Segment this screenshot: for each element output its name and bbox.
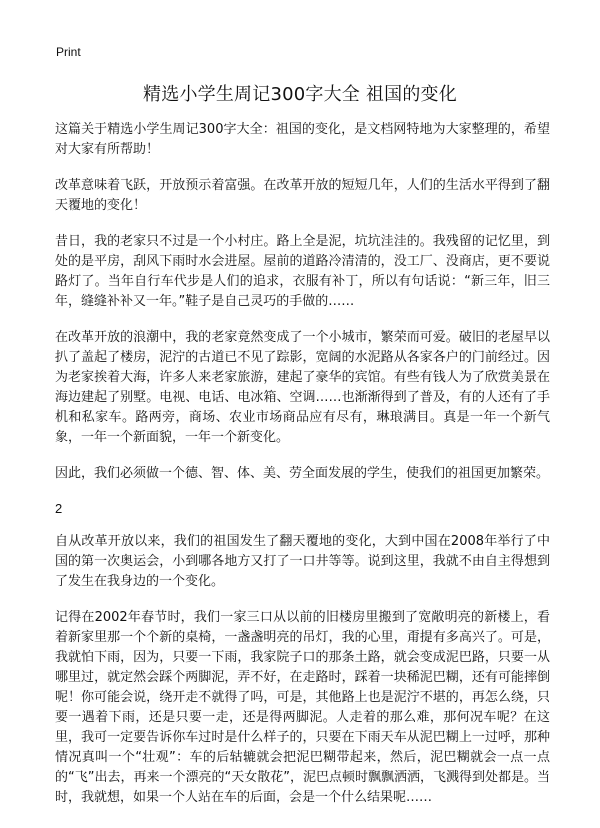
body-paragraph: 记得在2002年春节时，我们一家三口从以前的旧楼房里搬到了宽敞明亮的新楼上，看着新家里那一个个新的桌椅，一盏盏明亮的吊灯，我的心里，甭提有多高兴了。可是，我就怕下雨，因为，只要一下雨，我家院子口的那条土路，就会变成泥巴路，只要一从哪里过，就定然会踩个两脚泥，弄不好，在走路时，踩着一块稀泥巴糊，还有可能摔倒呢！你可能会说，绕开走不就得了吗，可是，其他路上也是泥泞不堪的，再怎么绕，只要一遇着下雨，还是只要一走，还是得两脚泥。人走着的那么难，那何况车呢？在这里，我可一定要告诉你车过时是什么样子的，只要在下雨天车从泥巴糊上一过呼，那种情况真叫一个“壮观”：车的后轱辘就会把泥巴糊带起来，然后，泥巴糊就会一点一点的“飞”出去，再来一个漂亮的“天女散花”，泥巴点顿时飘飘洒洒，飞溅得到处都是。当时，我就想，如果一个人站在车的后面，会是一个什么结果呢…… xyxy=(55,610,550,805)
body-paragraph: 因此，我们必须做一个德、智、体、美、劳全面发展的学生，使我们的祖国更加繁荣。 xyxy=(55,466,550,481)
body-paragraph: 昔日，我的老家只不过是一个小村庄。路上全是泥，坑坑洼洼的。我残留的记忆里，到处的是平房，刮风下雨时水会进屋。屋前的道路冷清清的，没工厂、没商店，更不要说路灯了。当年自行车代步是人们的追求，衣服有补丁，所以有句话说：“新三年，旧三年，缝缝补补又一年。”鞋子是自己灵巧的手做的…… xyxy=(55,234,550,309)
article-title: 精选小学生周记300字大全 祖国的变化 xyxy=(143,84,457,105)
section-number: 2 xyxy=(55,501,63,516)
body-paragraph: 自从改革开放以来，我们的祖国发生了翻天覆地的变化，大到中国在2008年举行了中国的第一次奥运会，小到哪各地方又打了一口井等等。说到这里，我就不由自主得想到了发生在我身边的一个变化。 xyxy=(55,534,550,589)
body-paragraph: 在改革开放的浪潮中，我的老家竟然变成了一个小城市，繁荣而可爱。破旧的老屋早以扒了盖起了楼房，泥泞的古道已不见了踪影，宽阔的水泥路从各家各户的门前经过。因为老家挨着大海，许多人来老家旅游，建起了豪华的宾馆。有些有钱人为了欣赏美景在海边建起了别墅。电视、电话、电冰箱、空调……也渐渐得到了普及，有的人还有了手机和私家车。路两旁，商场、农业市场商品应有尽有，琳琅满目。真是一年一个新气象，一年一个新面貌，一年一个新变化。 xyxy=(55,330,550,445)
print-link[interactable]: Print xyxy=(56,45,81,59)
article-body xyxy=(55,120,550,824)
body-paragraph: 改革意味着飞跃，开放预示着富强。在改革开放的短短几年，人们的生活水平得到了翻天覆地的变化！ xyxy=(55,178,550,213)
intro-paragraph: 这篇关于精选小学生周记300字大全：祖国的变化，是文档网特地为大家整理的，希望对大家有所帮助！ xyxy=(55,122,550,157)
